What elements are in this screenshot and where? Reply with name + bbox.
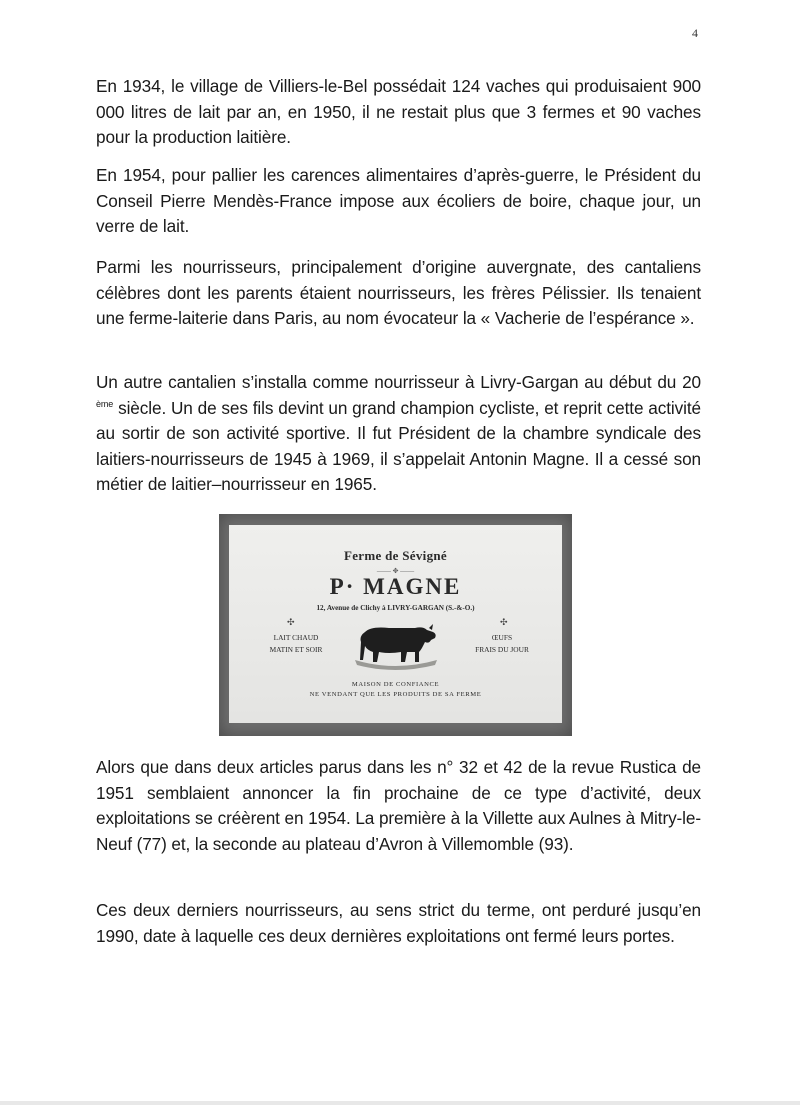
page-number: 4 (692, 26, 698, 40)
paragraph-villiers-le-bel: En 1934, le village de Villiers-le-Bel possédait 124 vaches qui produisaient 900 000 litres de lait par an, en 1950, il ne restait plus que 3 fermes et 90 vaches pour la production laitière. (96, 76, 701, 147)
business-card-photo (219, 514, 572, 736)
card-tagline: MAISON DE CONFIANCE (351, 681, 440, 688)
paragraph-pelissier: Parmi les nourrisseurs, principalement d’origine auvergnate, des cantaliens célèbres dont les parents étaient nourrisseurs, les frères Pélissier. Ils tenaient une ferme-laiterie dans Paris, au nom évocateur la « Vacherie de l’espérance ». (96, 257, 701, 328)
card-left-line: MATIN ET SOIR (269, 645, 323, 654)
card-right-line: ŒUFS (491, 633, 513, 642)
card-left-line: LAIT CHAUD (273, 633, 319, 642)
page-bottom-edge (0, 1101, 800, 1105)
cross-ornament-icon: ✣ (287, 617, 295, 627)
paragraph-antonin-magne-start: Un autre cantalien s’installa comme nourrisseur à Livry-Gargan au début du 20 (96, 372, 701, 392)
superscript-eme: ème (96, 398, 114, 409)
paragraph-conclusion: Ces deux derniers nourrisseurs, au sens strict du terme, ont perduré jusqu’en 1990, date à laquelle ces deux dernières exploitations ont fermé leurs portes. (96, 900, 701, 946)
business-card (229, 525, 562, 723)
card-right-line: FRAIS DU JOUR (475, 645, 529, 654)
card-name: P· MAGNE (329, 574, 462, 599)
card-ornament: —— ✥ —— (376, 567, 415, 575)
card-tagline: NE VENDANT QUE LES PRODUITS DE SA FERME (309, 691, 482, 698)
card-left-text (261, 632, 331, 656)
cross-ornament-icon: ✣ (500, 617, 508, 627)
paragraph-mendes-france: En 1954, pour pallier les carences alimentaires d’après-guerre, le Président du Conseil Pierre Mendès-France impose aux écoliers de boire, chaque jour, un verre de lait. (96, 165, 701, 236)
card-address: 12, Avenue de Clichy à LIVRY-GARGAN (S.-&-O.) (316, 604, 475, 612)
card-right-text (467, 632, 537, 656)
card-title: Ferme de Sévigné (344, 548, 447, 563)
paragraph-rustica: Alors que dans deux articles parus dans les n° 32 et 42 de la revue Rustica de 1951 semblaient annoncer la fin prochaine de ce type d’activité, deux exploitations se créèrent en 1954. La première à la Villette aux Aulnes à Mitry-le-Neuf (77) et, la seconde au plateau d’Avron à Villemomble (93). (96, 757, 701, 854)
paragraph-antonin-magne-end: siècle. Un de ses fils devint un grand champion cycliste, et reprit cette activité au sortir de son activité sportive. Il fut Président de la chambre syndicale des laitiers-nourrisseurs de 1945 à 1969, il s’appelait Antonin Magne. Il a cessé son métier de laitier–nourrisseur en 1965. (96, 397, 701, 494)
paragraph-antonin-magne (96, 370, 701, 498)
cow-illustration-icon (349, 620, 441, 670)
